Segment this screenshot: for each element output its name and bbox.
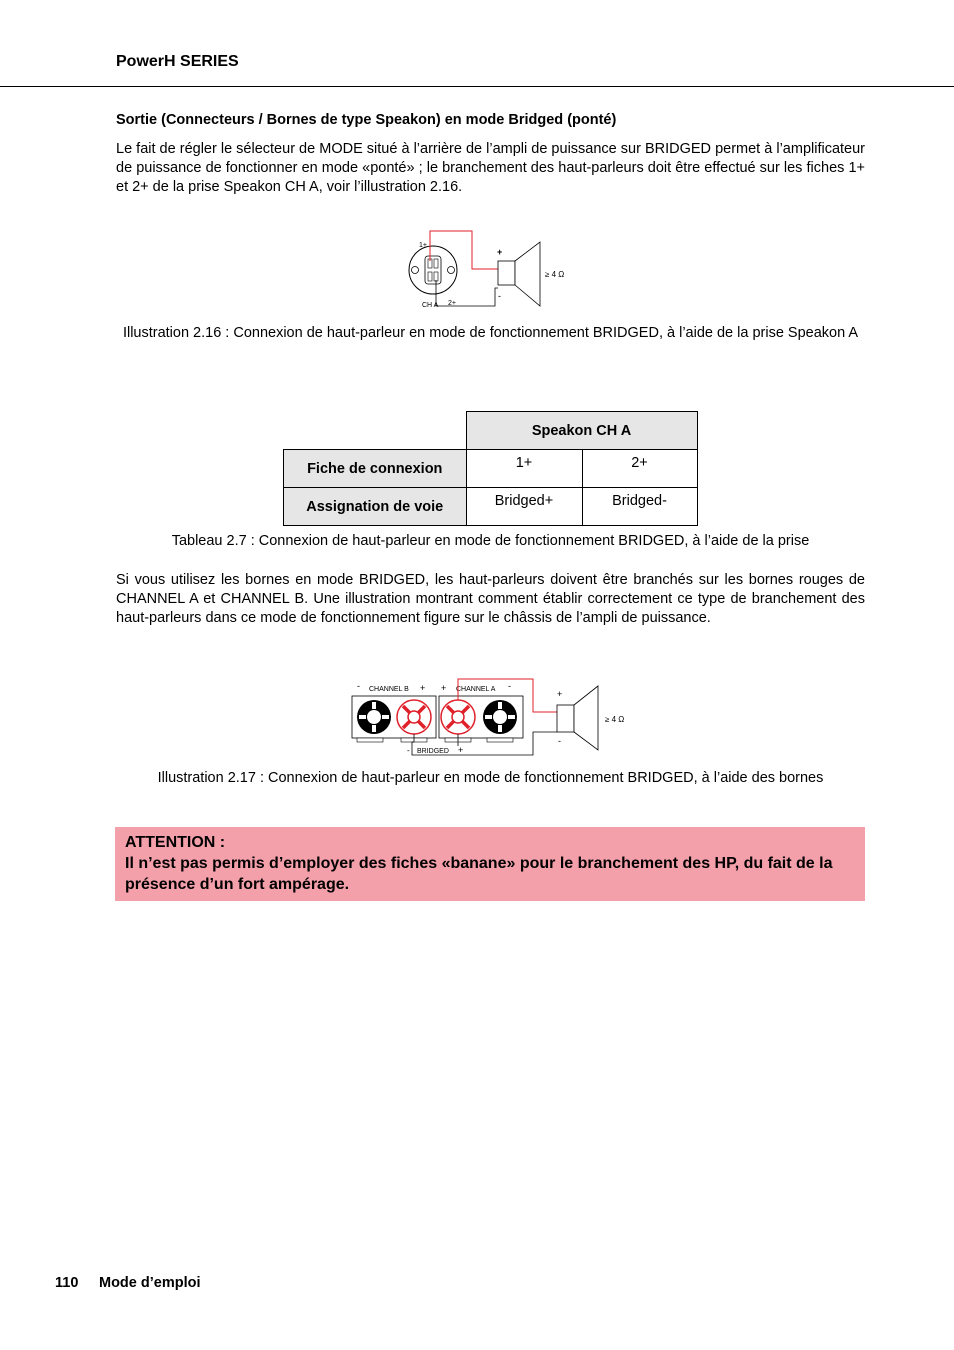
channel-b-plus-label: + [420,683,426,693]
channel-a-label: CHANNEL A [456,686,496,693]
figure-217-caption: Illustration 2.17 : Connexion de haut-parleur en mode de fonctionnement BRIDGED, à l’aide des bornes [157,770,824,786]
table-cell: Bridged+ [466,488,582,526]
terminal-post-black [357,700,391,734]
table-row-label: Assignation de voie [284,488,467,526]
plus-label: + [497,247,503,257]
table-cell: Bridged- [582,488,697,526]
page-number: 110 [55,1275,79,1291]
table-cell: 1+ [466,450,582,488]
table-27-caption: Tableau 2.7 : Connexion de haut-parleur en mode de fonctionnement BRIDGED, à l’aide de la prise [171,533,810,549]
intro-paragraph: Le fait de régler le sélecteur de MODE situé à l’arrière de l’ampli de puissance sur BRIDGED permet à l’amplificateur de puissance de fonctionner en mode «ponté» ; le branchement des haut-parleurs doit être effectué sur les fiches 1+ et 2+ de la prise Speakon CH A, voir l’illustration 2.16. [116,141,865,196]
connector-label: CH A [422,302,439,309]
bridged-plus-label: + [458,745,464,755]
terminal-post-red [441,700,475,734]
channel-b-minus-label: - [357,681,360,691]
channel-b-label: CHANNEL B [369,686,409,693]
channel-a-minus-label: - [508,681,511,691]
speakon-bridged-diagram [405,228,580,313]
connection-table [283,411,698,526]
impedance-label: ≥ 4 Ω [605,715,625,724]
bridged-terminals-paragraph: Si vous utilisez les bornes en mode BRIDGED, les haut-parleurs doivent être branchés sur les bornes rouges de CHANNEL A et CHANNEL B. Une illustration montrant comment établir correctement ce type de branchement des haut-parleurs dans ce mode de fonctionnement figure sur le châssis de l’ampli de puissance. [116,572,865,627]
table-corner [284,412,467,450]
terminal-post-red [397,700,431,734]
attention-title: ATTENTION : [125,834,226,851]
channel-a-plus-label: + [441,683,447,693]
table-row [284,450,698,488]
bridged-minus-label: - [407,746,410,755]
table-column-header: Speakon CH A [466,412,697,450]
speaker-plus-label: + [557,689,563,699]
section-heading: Sortie (Connecteurs / Bornes de type Speakon) en mode Bridged (ponté) [116,112,617,128]
speaker-minus-label: - [558,736,561,746]
minus-label: - [498,291,501,301]
pin1-label: 1+ [419,242,427,249]
table-cell: 2+ [582,450,697,488]
running-header-title: PowerH SERIES [116,53,239,70]
pin2-label: 2+ [448,300,456,307]
table-row-label: Fiche de connexion [284,450,467,488]
figure-216-caption: Illustration 2.16 : Connexion de haut-parleur en mode de fonctionnement BRIDGED, à l’aide de la prise Speakon A [122,325,859,341]
binding-post-bridged-diagram [345,676,645,760]
attention-body: Il n’est pas permis d’employer des fiches «banane» pour le branchement des HP, du fait de la présence d’un fort ampérage. [125,855,833,893]
impedance-label: ≥ 4 Ω [545,270,565,279]
header-divider [0,86,954,87]
bridged-label: BRIDGED [417,748,449,755]
footer-label: Mode d’emploi [99,1275,201,1291]
attention-box [115,827,865,901]
table-row [284,488,698,526]
terminal-post-black [483,700,517,734]
